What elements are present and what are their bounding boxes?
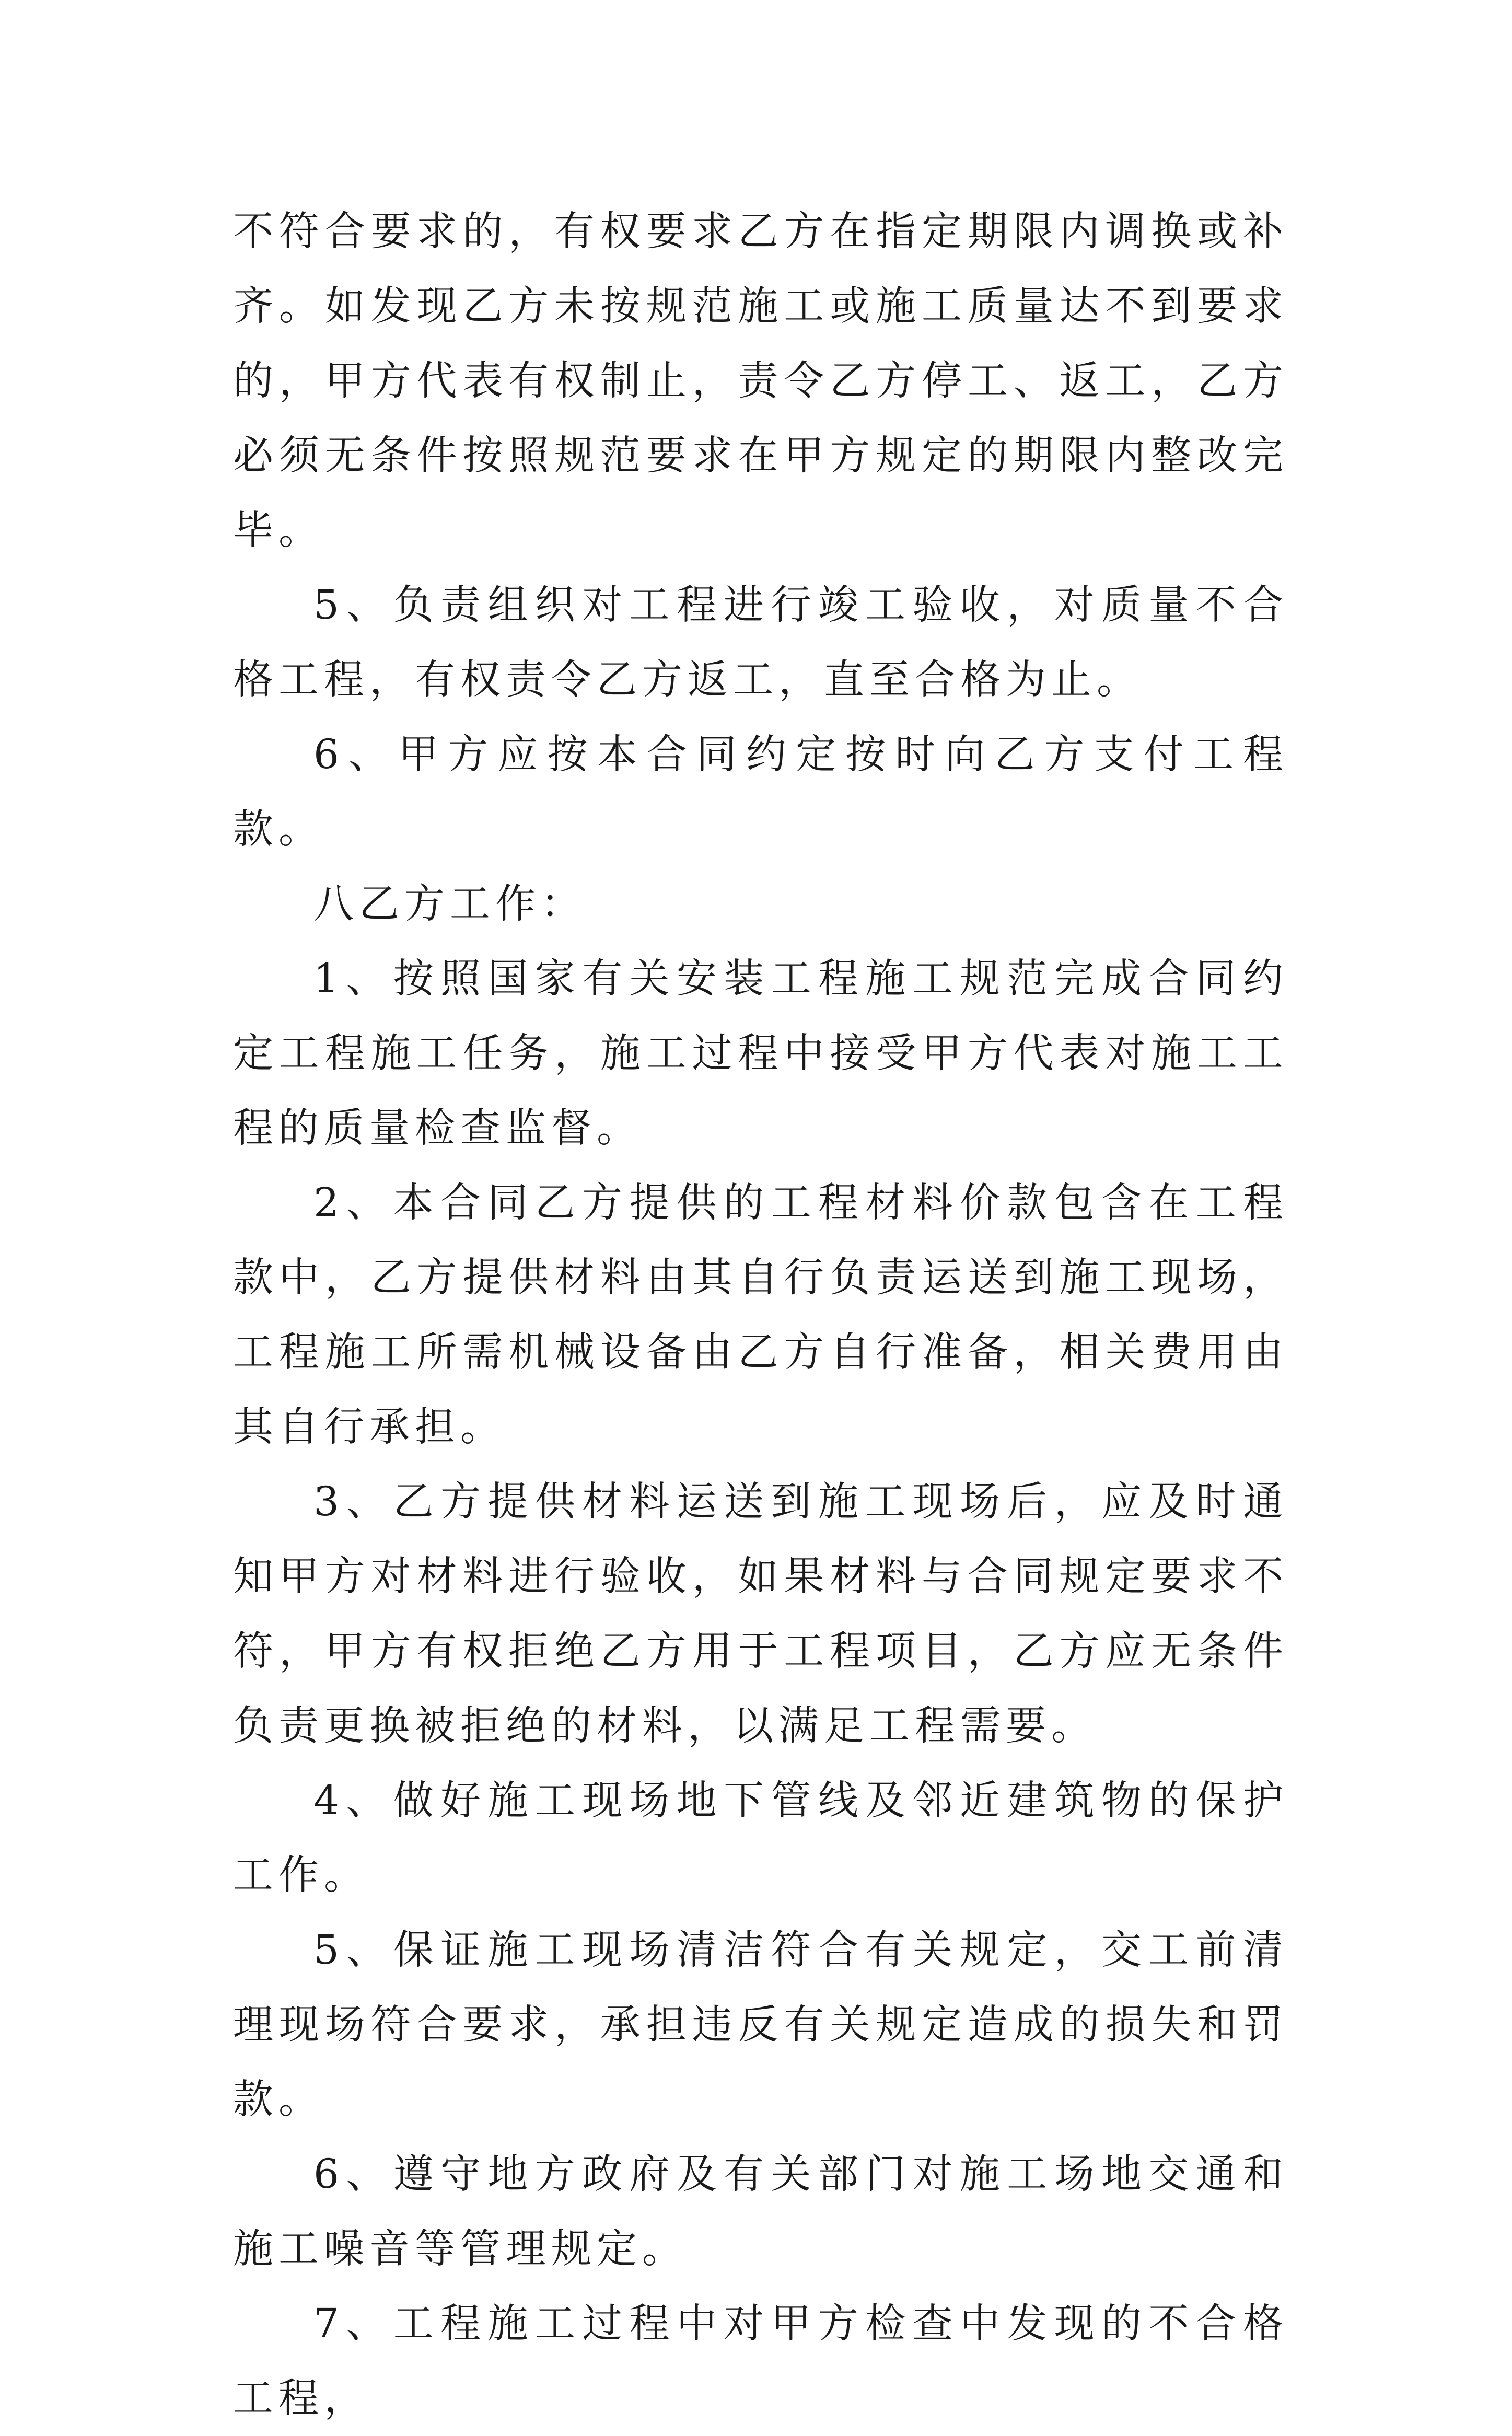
paragraph-party-b-item-1: 1、按照国家有关安装工程施工规范完成合同约定工程施工任务，施工过程中接受甲方代表对施工工程的质量检查监督。 — [233, 956, 1288, 1152]
paragraph-party-b-item-7: 7、工程施工过程中对甲方检查中发现的不合格工程， — [233, 2301, 1288, 2422]
paragraph-party-b-item-3: 3、乙方提供材料运送到施工现场后，应及时通知甲方对材料进行验收，如果材料与合同规定要求不符，甲方有权拒绝乙方用于工程项目，乙方应无条件负责更换被拒绝的材料，以满足工程需要。 — [233, 1479, 1288, 1749]
paragraph-party-a-item-6: 6、甲方应按本合同约定按时向乙方支付工程款。 — [233, 732, 1288, 853]
paragraph-party-b-item-2: 2、本合同乙方提供的工程材料价款包含在工程款中，乙方提供材料由其自行负责运送到施工现场，工程施工所需机械设备由乙方自行准备，相关费用由其自行承担。 — [233, 1180, 1288, 1451]
paragraph-party-b-item-4: 4、做好施工现场地下管线及邻近建筑物的保护工作。 — [233, 1778, 1288, 1899]
paragraph-continuation: 不符合要求的，有权要求乙方在指定期限内调换或补齐。如发现乙方未按规范施工或施工质量达不到要求的，甲方代表有权制止，责令乙方停工、返工，乙方必须无条件按照规范要求在甲方规定的期限内整改完毕。 — [233, 208, 1288, 554]
section-heading-party-b-work: 八乙方工作： — [313, 881, 586, 927]
contract-body — [233, 194, 1288, 2436]
paragraph-party-b-item-5: 5、保证施工现场清洁符合有关规定，交工前清理现场符合要求，承担违反有关规定造成的损失和罚款。 — [233, 1927, 1288, 2123]
paragraph-party-b-item-6: 6、遵守地方政府及有关部门对施工场地交通和施工噪音等管理规定。 — [233, 2151, 1288, 2272]
paragraph-party-a-item-5: 5、负责组织对工程进行竣工验收，对质量不合格工程，有权责令乙方返工，直至合格为止。 — [233, 582, 1288, 703]
